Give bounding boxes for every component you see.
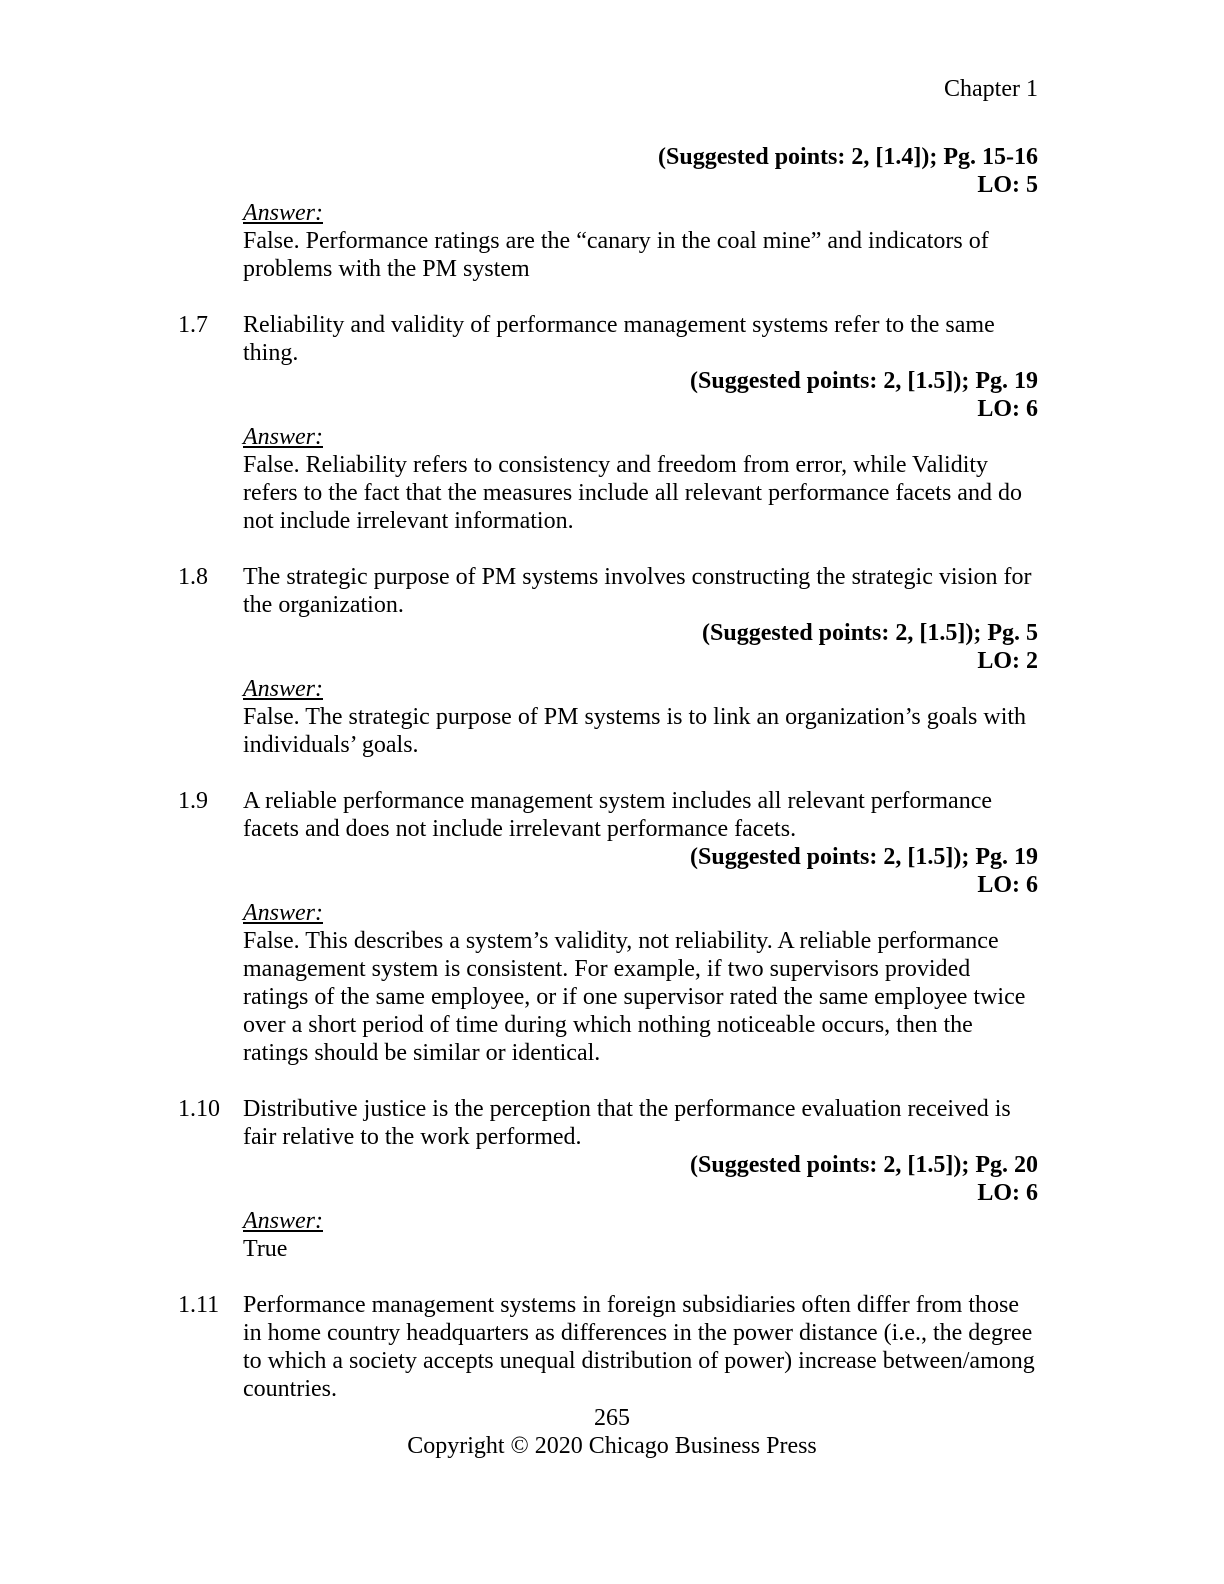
question-block-1-10 — [178, 1095, 1038, 1263]
learning-objective: LO: 2 — [977, 648, 1038, 674]
question-block-1-11 — [178, 1291, 1038, 1403]
learning-objective: LO: 6 — [977, 872, 1038, 898]
learning-objective: LO: 6 — [977, 1180, 1038, 1206]
suggested-points: (Suggested points: 2, [1.4]); Pg. 15-16 — [658, 144, 1038, 170]
copyright-line: Copyright © 2020 Chicago Business Press — [407, 1433, 817, 1459]
question-text: Distributive justice is the perception that the performance evaluation received is fair relative to the work performed. — [243, 1096, 1011, 1150]
question-block-1-8 — [178, 563, 1038, 759]
learning-objective: LO: 5 — [977, 172, 1038, 198]
answer-text: False. Reliability refers to consistency and freedom from error, while Validity refers to the fact that the measures include all relevant performance facets and do not include irrelevant information. — [243, 452, 1022, 534]
answer-text: False. Performance ratings are the “canary in the coal mine” and indicators of problems with the PM system — [243, 228, 989, 282]
question-number: 1.8 — [178, 564, 208, 590]
learning-objective: LO: 6 — [977, 396, 1038, 422]
suggested-points: (Suggested points: 2, [1.5]); Pg. 20 — [690, 1152, 1038, 1178]
answer-text: False. This describes a system’s validity, not reliability. A reliable performance management system is consistent. For example, if two supervisors provided ratings of the same employee, or if one supervisor rated the same employee twice over a short period of time during which nothing noticeable occurs, then the ratings should be similar or identical. — [243, 928, 1026, 1066]
suggested-points: (Suggested points: 2, [1.5]); Pg. 19 — [690, 368, 1038, 394]
answer-text: False. The strategic purpose of PM systems is to link an organization’s goals with individuals’ goals. — [243, 704, 1027, 758]
page-number: 265 — [594, 1405, 630, 1431]
answer-label: Answer: — [243, 676, 323, 702]
answer-block-1-6 — [178, 143, 1038, 283]
answer-label: Answer: — [243, 200, 323, 226]
question-block-1-9 — [178, 787, 1038, 1067]
question-number: 1.9 — [178, 788, 208, 814]
question-block-1-7 — [178, 311, 1038, 535]
question-number: 1.7 — [178, 312, 208, 338]
suggested-points: (Suggested points: 2, [1.5]); Pg. 19 — [690, 844, 1038, 870]
question-number: 1.10 — [178, 1096, 220, 1122]
answer-label: Answer: — [243, 424, 323, 450]
answer-label: Answer: — [243, 1208, 323, 1234]
question-text: Reliability and validity of performance management systems refer to the same thing. — [243, 312, 995, 366]
page-footer — [0, 1404, 1224, 1459]
question-number: 1.11 — [178, 1292, 220, 1318]
question-text: The strategic purpose of PM systems involves constructing the strategic vision for the organization. — [243, 564, 1032, 618]
answer-text: True — [243, 1236, 288, 1262]
question-text: Performance management systems in foreign subsidiaries often differ from those in home country headquarters as differences in the power distance (i.e., the degree to which a society accepts unequal distribution of power) increase between/among countries. — [243, 1292, 1035, 1402]
answer-label: Answer: — [243, 900, 323, 926]
chapter-header: Chapter 1 — [944, 76, 1038, 102]
question-text: A reliable performance management system includes all relevant performance facets and does not include irrelevant performance facets. — [243, 788, 993, 842]
suggested-points: (Suggested points: 2, [1.5]); Pg. 5 — [702, 620, 1038, 646]
